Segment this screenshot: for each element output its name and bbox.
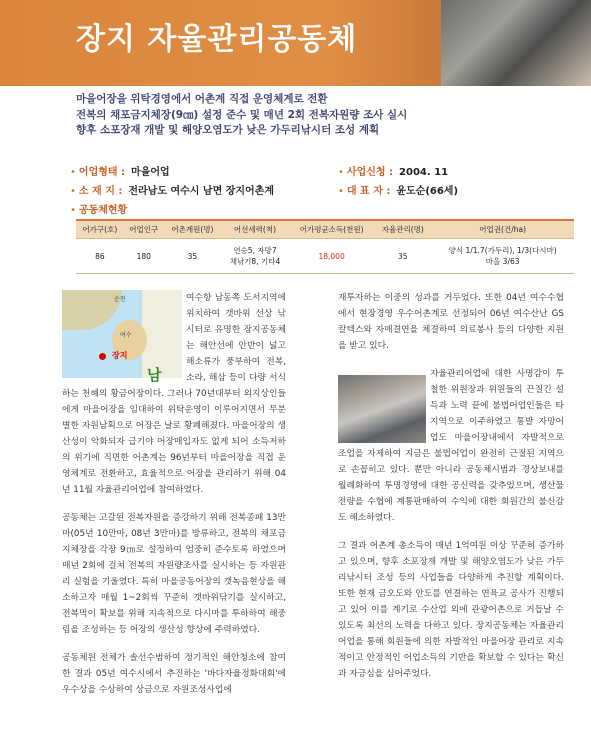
table-header: 어가평균소득(천원) (289, 220, 374, 239)
type-field: • 어업형태 : 마을어업 (70, 167, 170, 178)
table-cell: 86 (76, 239, 124, 274)
status-heading: 공동체현황 (78, 205, 128, 216)
page-title: 장지 자율관리공동체 (76, 22, 358, 57)
map-south-label: 남 (147, 366, 162, 384)
banner-photo (441, 0, 591, 86)
paragraph: 그 결과 어촌계 총소득이 매년 1억여원 이상 꾸준히 증가하고 있으며, 향후 소포장재 개발 및 해양오염도가 낮은 가두리낚시터 조성 등의 사업들을 다양하게 추진할 계획이다. 또한 현재 금오도와 안도를 연결하는 연육교 공사가 진행되고 있어 이를 계기로 수산업 외에 관광어촌으로 거듭날 수 있도록 최선의 노력을 다하고 있다. 장지공동체는 자율관리어업을 통해 회원들에 의한 자발적인 마을어장 관리로 지속적이고 안정적인 어업소득의 기반을 확보할 수 있다는 확신과 자긍심을 심어주었다. (338, 541, 564, 679)
photo-wrap-spacer (338, 366, 430, 436)
paragraph: 공동체원 전체가 솔선수범하여 정기적인 해안청소에 참여한 결과 05년 여수시에서 추진하는 '바다자율정화대회'에 우수상을 수상하여 상금으로 자원조성사업에 (62, 653, 286, 695)
paragraph: 자율관리어업에 대한 사명감이 투철한 위원장과 위원들의 끈질긴 설득과 노력 끝에 불법어업인들은 타지역으로 이주하였고 통발 자망어업도 마을어장내에서 자발적으로 조업을 자제하여 지금은 불법어업이 완전히 근절된 지역으로 손꼽히고 있다. 뿐만 아니라 공동체시범과 경상보내를 월례화하여 투명경영에 대한 공신력을 갖추었으며, 생산물 전량을 수협에 계통판매하여 수익에 대한 회원간의 불신감도 해소하였다. (338, 366, 564, 526)
table-cell: 양식 1/1.7(가두리), 1/3(다시마) 마을 3/63 (431, 239, 574, 274)
open-field: • 사업신청 : 2004. 11 (338, 167, 449, 178)
paragraph: 공동체는 고갈된 전복자원을 증강하기 위해 전복종패 13만마(05년 10만마, 08년 3만마)를 방류하고, 전복의 채포금지체장을 각장 9㎝로 설정하여 엄중히 준수토록 하였으며 매년 2회에 걸쳐 전복의 자원량조사를 실시하는 등 자원관리 실험을 기울였다. 특히 마을공동어장의 갯녹음현상을 해소하고자 매월 1~2회씩 꾸준히 갯바위닦기를 실시하고, 전복먹이 확보를 위해 지속적으로 다시마를 투하하여 해중림을 조성하는 등 어장의 생산성 향상에 주력하였다. (62, 513, 286, 635)
left-column (62, 290, 286, 710)
table-cell: 180 (124, 239, 164, 274)
map-wrap-spacer (62, 290, 186, 382)
table-header: 어촌계원(명) (164, 220, 221, 239)
table-cell: 18,000 (289, 239, 374, 274)
table-header-row (76, 220, 574, 239)
table-row (76, 239, 574, 274)
table-cell: 35 (374, 239, 431, 274)
paragraph: 여수항 남동쪽 도서지역에 위치하여 갯바위 선상 낚시터로 유명한 장지공동체는 해안선에 안반이 넓고 해소류가 풍부하여 전복, 소라, 해삼 등이 다량 서식하는 천혜의 황금어장이다. 그러나 70년대부터 외지상인들에게 마을어장을 임대하여 위탁운영이 이루어지면서 무분별한 자원남획으로 어장은 날로 황폐해졌다. 마을어장의 생산성이 악화되자 급기야 어장매입자도 없게 되어 소득저하의 위기에 직면한 어촌계는 96년부터 마을어장을 직접 운영체계로 전환하고, 효율적으로 어장을 관리하기 위해 04년 11월 자율관리어업에 참여하였다. (62, 290, 286, 498)
summary-line: 마을어장을 위탁경영에서 어촌계 직접 운영체계로 전환 (76, 93, 328, 105)
stats-table (76, 219, 574, 274)
addr-field: • 소 재 지 : 전라남도 여수시 남면 장지어촌계 (70, 186, 275, 197)
table-cell: 35 (164, 239, 221, 274)
summary-line: 전복의 채포금지체장(9㎝) 설정 준수 및 매년 2회 전복자원량 조사 실시 (76, 108, 408, 121)
map-label: 여수 (120, 332, 132, 339)
table-header: 어업권(건/ha) (431, 220, 574, 239)
table-header: 어업인구 (124, 220, 164, 239)
table-cell: 연승5, 자망7 채낚기8, 기타4 (221, 239, 289, 274)
right-column (338, 290, 564, 694)
table-header: 자율관리(명) (374, 220, 431, 239)
map-location-label: 장지 (112, 351, 128, 360)
paragraph: 재투자하는 이중의 성과를 거두었다. 또한 04년 여수수협에서 현장경영 우수어촌계로 선정되어 06년 여수산난 GS칼텍스와 자매결연을 체결하여 의료봉사 등의 다양한 지원을 받고 있다. (338, 293, 564, 351)
table-header: 어가구(호) (76, 220, 124, 239)
summary-line: 향후 소포장재 개발 및 해양오염도가 낮은 가두리낚시터 조성 계획 (76, 124, 380, 136)
summary-block (76, 92, 407, 139)
map-label: 순천 (114, 296, 126, 303)
title-banner (0, 0, 591, 86)
rep-field: • 대 표 자 : 윤도순(66세) (338, 186, 459, 197)
table-header: 어선세력(척) (221, 220, 289, 239)
